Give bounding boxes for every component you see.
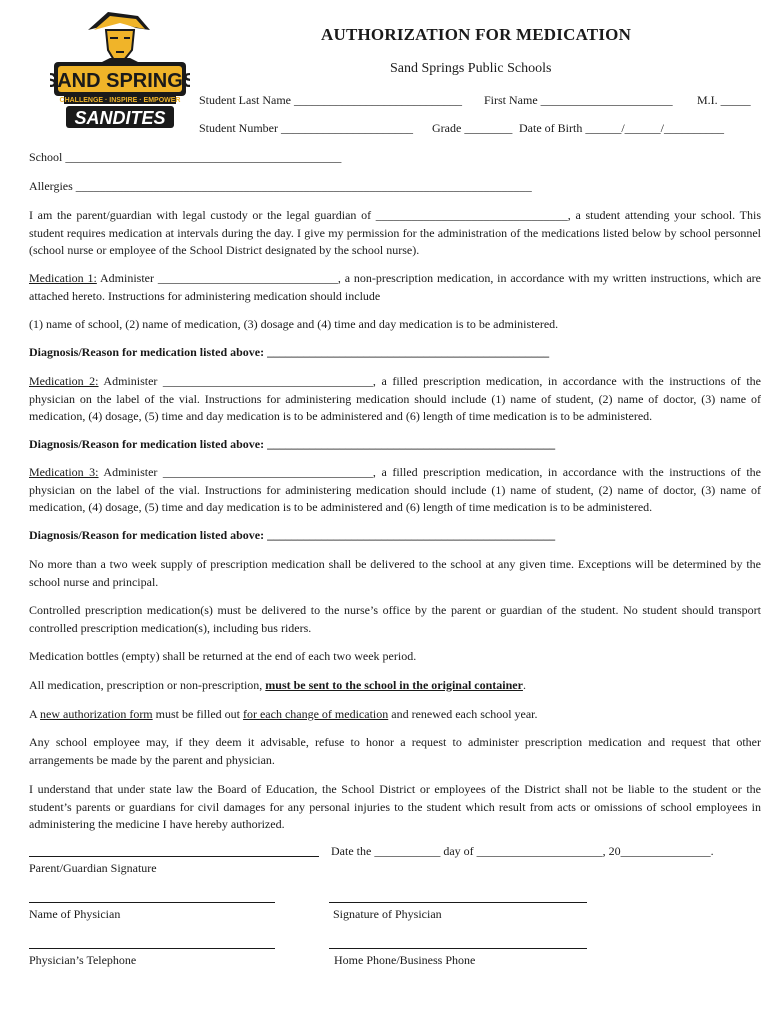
consent-paragraph: I am the parent/guardian with legal custody or the legal guardian of ________________________________, a student attending your school. This student requires medication at intervals during the day. I give my permission for the administration of the medications listed below by school personnel (school nurse or employee of the School District designated by the school nurse). xyxy=(29,208,761,257)
student-mi-field[interactable]: M.I. _____ xyxy=(697,93,751,107)
home-phone-label: Home Phone/Business Phone xyxy=(334,953,476,967)
medication-1-section xyxy=(29,270,761,305)
student-number-field[interactable]: Student Number ______________________ xyxy=(199,121,413,135)
container-rule-prefix: All medication, prescription or non-prescription, xyxy=(29,678,266,692)
logo-tagline-text: CHALLENGE · INSPIRE · EMPOWER xyxy=(59,97,181,104)
medication-1-diagnosis-field[interactable]: Diagnosis/Reason for medication listed above: _______________________________________________ xyxy=(29,345,550,359)
physician-name-label: Name of Physician xyxy=(29,907,121,921)
page-subtitle: Sand Springs Public Schools xyxy=(390,61,552,76)
physician-signature-label: Signature of Physician xyxy=(333,907,442,921)
physician-telephone-line[interactable] xyxy=(29,948,275,949)
supply-rule-text: No more than a two week supply of prescription medication shall be delivered to the school at any given time. Exceptions will be determined by the school nurse and principal. xyxy=(29,557,761,589)
container-rule-emphasis: must be sent to the school in the original container xyxy=(265,678,523,692)
logo-main-text: SAND SPRINGS xyxy=(50,70,190,92)
medication-3-text[interactable]: Administer ___________________________________, a filled prescription medication, in accordance with the instructions of the physician on the label of the vial. Instructions for administering medication should include (1) name of student, (2) name of doctor, (3) name of medication, (4) dosage, (5) time and day medication is to be administered and (6) length of time medication is to be administered. xyxy=(29,465,762,514)
school-field[interactable]: School ______________________________________________ xyxy=(29,150,342,164)
physician-telephone-label: Physician’s Telephone xyxy=(29,953,137,967)
each-change-text: for each change of medication xyxy=(242,707,389,721)
medication-2-label: Medication 2: xyxy=(29,374,99,388)
student-last-name-field[interactable]: Student Last Name ____________________________ xyxy=(199,93,462,107)
container-rule-suffix: . xyxy=(522,678,526,692)
medication-3-diagnosis-field[interactable]: Diagnosis/Reason for medication listed above: ________________________________________________ xyxy=(29,528,556,542)
medication-2-diagnosis-field[interactable]: Diagnosis/Reason for medication listed above: ________________________________________________ xyxy=(29,437,556,451)
bottles-rule-text: Medication bottles (empty) shall be returned at the end of each two week period. xyxy=(29,649,417,663)
authorization-rule-middle: must be filled out xyxy=(152,707,243,721)
medication-2-text[interactable]: Administer ___________________________________, a filled prescription medication, in accordance with the instructions of the physician on the label of the vial. Instructions for administering medication should include (1) name of student, (2) name of doctor, (3) name of medication, (4) dosage, (5) time and day medication is to be administered and (6) length of time medication is to be administered. xyxy=(29,374,762,423)
medication-1-instructions: (1) name of school, (2) name of medication, (3) dosage and (4) time and day medication is to be administered. xyxy=(29,317,559,331)
medication-3-section xyxy=(29,464,761,517)
refuse-rule-text: Any school employee may, if they deem it advisable, refuse to honor a request to administer prescription medication and request that other arrangements be made by the parent and physician. xyxy=(29,735,761,767)
student-first-name-field[interactable]: First Name ______________________ xyxy=(484,93,673,107)
logo-mascot-text: SANDITES xyxy=(74,108,166,128)
medication-3-label: Medication 3: xyxy=(29,465,99,479)
home-phone-line[interactable] xyxy=(329,948,587,949)
authorization-rule-prefix: A xyxy=(29,707,41,721)
physician-name-line[interactable] xyxy=(29,902,275,903)
medication-1-label: Medication 1: xyxy=(29,271,97,285)
medication-1-text[interactable]: Administer ______________________________, a non-prescription medication, in accordance with my written instructions, which are attached hereto. Instructions for administering medication should include xyxy=(29,271,761,303)
parent-signature-label: Parent/Guardian Signature xyxy=(29,861,157,875)
sandites-mascot-icon xyxy=(50,8,190,130)
physician-signature-line[interactable] xyxy=(329,902,587,903)
authorization-rule-suffix: and renewed each school year. xyxy=(388,707,538,721)
grade-field[interactable]: Grade ________ xyxy=(432,121,513,135)
new-authorization-form-text: new authorization form xyxy=(40,707,153,721)
liability-text: I understand that under state law the Board of Education, the School District or employees of the District shall not be liable to the student or the student’s parents or guardians for civil damages for any personal injuries to the student which result from acts or omissions of school employees in administering the medicine I have hereby authorized. xyxy=(29,782,761,831)
medication-2-section xyxy=(29,373,761,426)
page-title: AUTHORIZATION FOR MEDICATION xyxy=(321,25,632,44)
parent-signature-line[interactable] xyxy=(29,856,319,857)
container-rule-text xyxy=(29,677,761,695)
allergies-field[interactable]: Allergies ____________________________________________________________________________ xyxy=(29,179,532,193)
authorization-rule-text xyxy=(29,706,761,724)
controlled-medication-rule-text: Controlled prescription medication(s) must be delivered to the nurse’s office by the parent or guardian of the student. No student should transport controlled prescription medication(s), including bus riders. xyxy=(29,603,761,635)
date-of-birth-field[interactable]: Date of Birth ______/______/__________ xyxy=(519,121,724,135)
sand-springs-logo xyxy=(50,8,190,130)
date-field[interactable]: Date the ___________ day of _____________________, 20_______________. xyxy=(331,844,714,858)
